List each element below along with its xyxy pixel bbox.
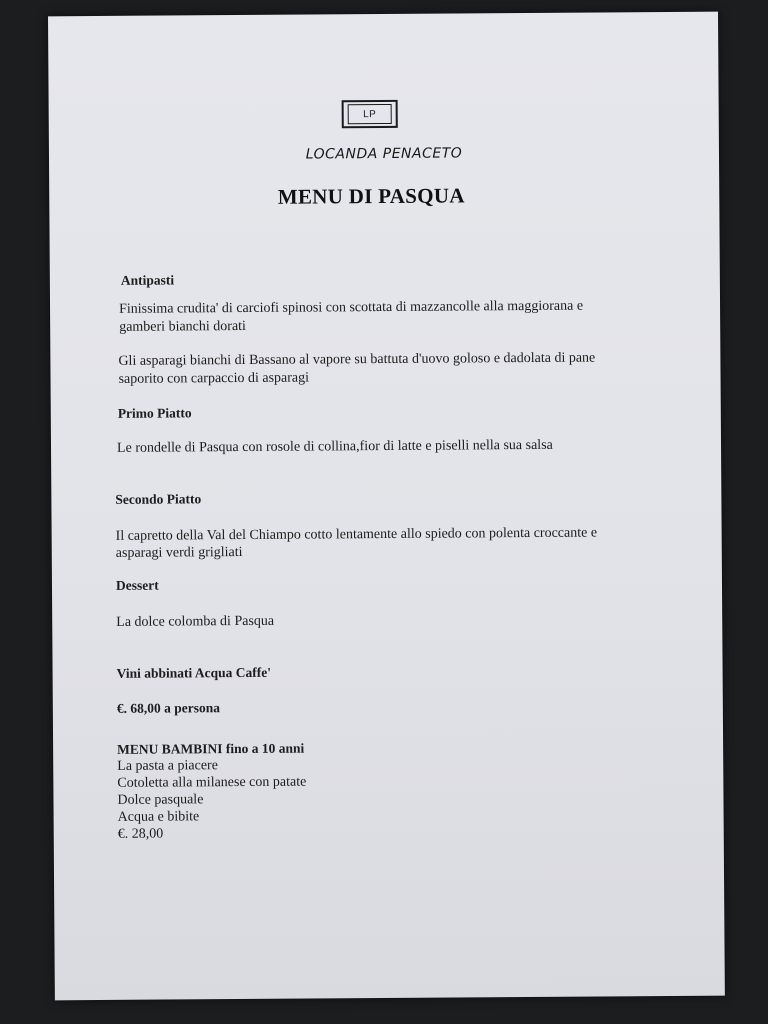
primo-item-1: Le rondelle di Pasqua con rosole di collina,fior di latte e piselli nella sua salsa	[116, 437, 553, 456]
logo-box	[342, 100, 398, 128]
section-heading-secondo: Secondo Piatto	[115, 491, 202, 507]
kids-menu-heading: MENU BAMBINI fino a 10 anni	[117, 740, 305, 757]
logo-text: LP	[348, 104, 392, 124]
extras-line: Vini abbinati Acqua Caffe'	[116, 664, 272, 681]
antipasto-1-line-1: Finissima crudita' di carciofi spinosi con scottata di mazzancolle alla maggiorana e	[119, 298, 584, 317]
menu-title: MENU DI PASQUA	[277, 183, 465, 209]
section-heading-antipasti: Antipasti	[120, 272, 175, 288]
antipasto-2-line-2: saporito con carpaccio di asparagi	[118, 370, 310, 387]
price-per-person: €. 68,00 a persona	[116, 700, 221, 716]
antipasto-2-line-1: Gli asparagi bianchi di Bassano al vapore su battuta d'uovo goloso e dadolata di pane	[118, 350, 596, 369]
menu-paper-sheet	[48, 12, 725, 1001]
dessert-item-1: La dolce colomba di Pasqua	[116, 613, 275, 630]
kids-menu-item: Cotoletta alla milanese con patate	[117, 774, 307, 791]
secondo-item-1-line-2: asparagi verdi grigliati	[115, 544, 243, 561]
secondo-item-1-line-1: Il capretto della Val del Chiampo cotto lentamente allo spiedo con polenta croccante e	[115, 525, 598, 544]
section-heading-dessert: Dessert	[115, 577, 159, 593]
kids-menu-item: Acqua e bibite	[117, 809, 200, 825]
kids-menu-item: La pasta a piacere	[117, 758, 218, 774]
antipasto-1-line-2: gamberi bianchi dorati	[119, 318, 246, 335]
kids-menu-price: €. 28,00	[117, 826, 164, 842]
restaurant-name: LOCANDA PENACETO	[305, 145, 463, 163]
kids-menu-item: Dolce pasquale	[117, 792, 204, 808]
section-heading-primo: Primo Piatto	[117, 405, 192, 421]
